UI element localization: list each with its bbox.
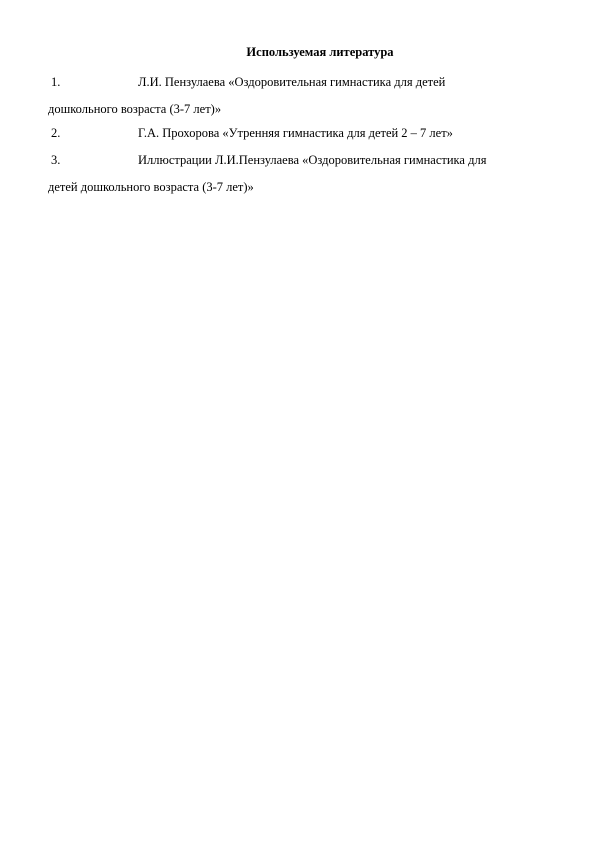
reference-item-3 — [48, 152, 548, 195]
reference-number: 3. — [51, 153, 61, 167]
reference-line — [48, 179, 548, 195]
reference-line — [48, 125, 548, 141]
reference-text: Иллюстрации Л.И.Пензулаева «Оздоровительная гимнастика для — [138, 153, 487, 167]
reference-line — [48, 74, 548, 90]
reference-number: 1. — [51, 75, 61, 89]
reference-text-continued: детей дошкольного возраста (3-7 лет)» — [48, 180, 254, 194]
reference-text: Л.И. Пензулаева «Оздоровительная гимнастика для детей — [138, 75, 446, 89]
reference-number: 2. — [51, 126, 61, 140]
reference-line — [48, 101, 548, 117]
bibliography-heading: Используемая литература — [246, 45, 394, 59]
reference-line — [48, 152, 548, 168]
reference-text-continued: дошкольного возраста (3-7 лет)» — [48, 102, 222, 116]
reference-item-1 — [48, 74, 548, 117]
reference-text: Г.А. Прохорова «Утренняя гимнастика для детей 2 – 7 лет» — [138, 126, 453, 140]
reference-item-2 — [48, 125, 548, 141]
